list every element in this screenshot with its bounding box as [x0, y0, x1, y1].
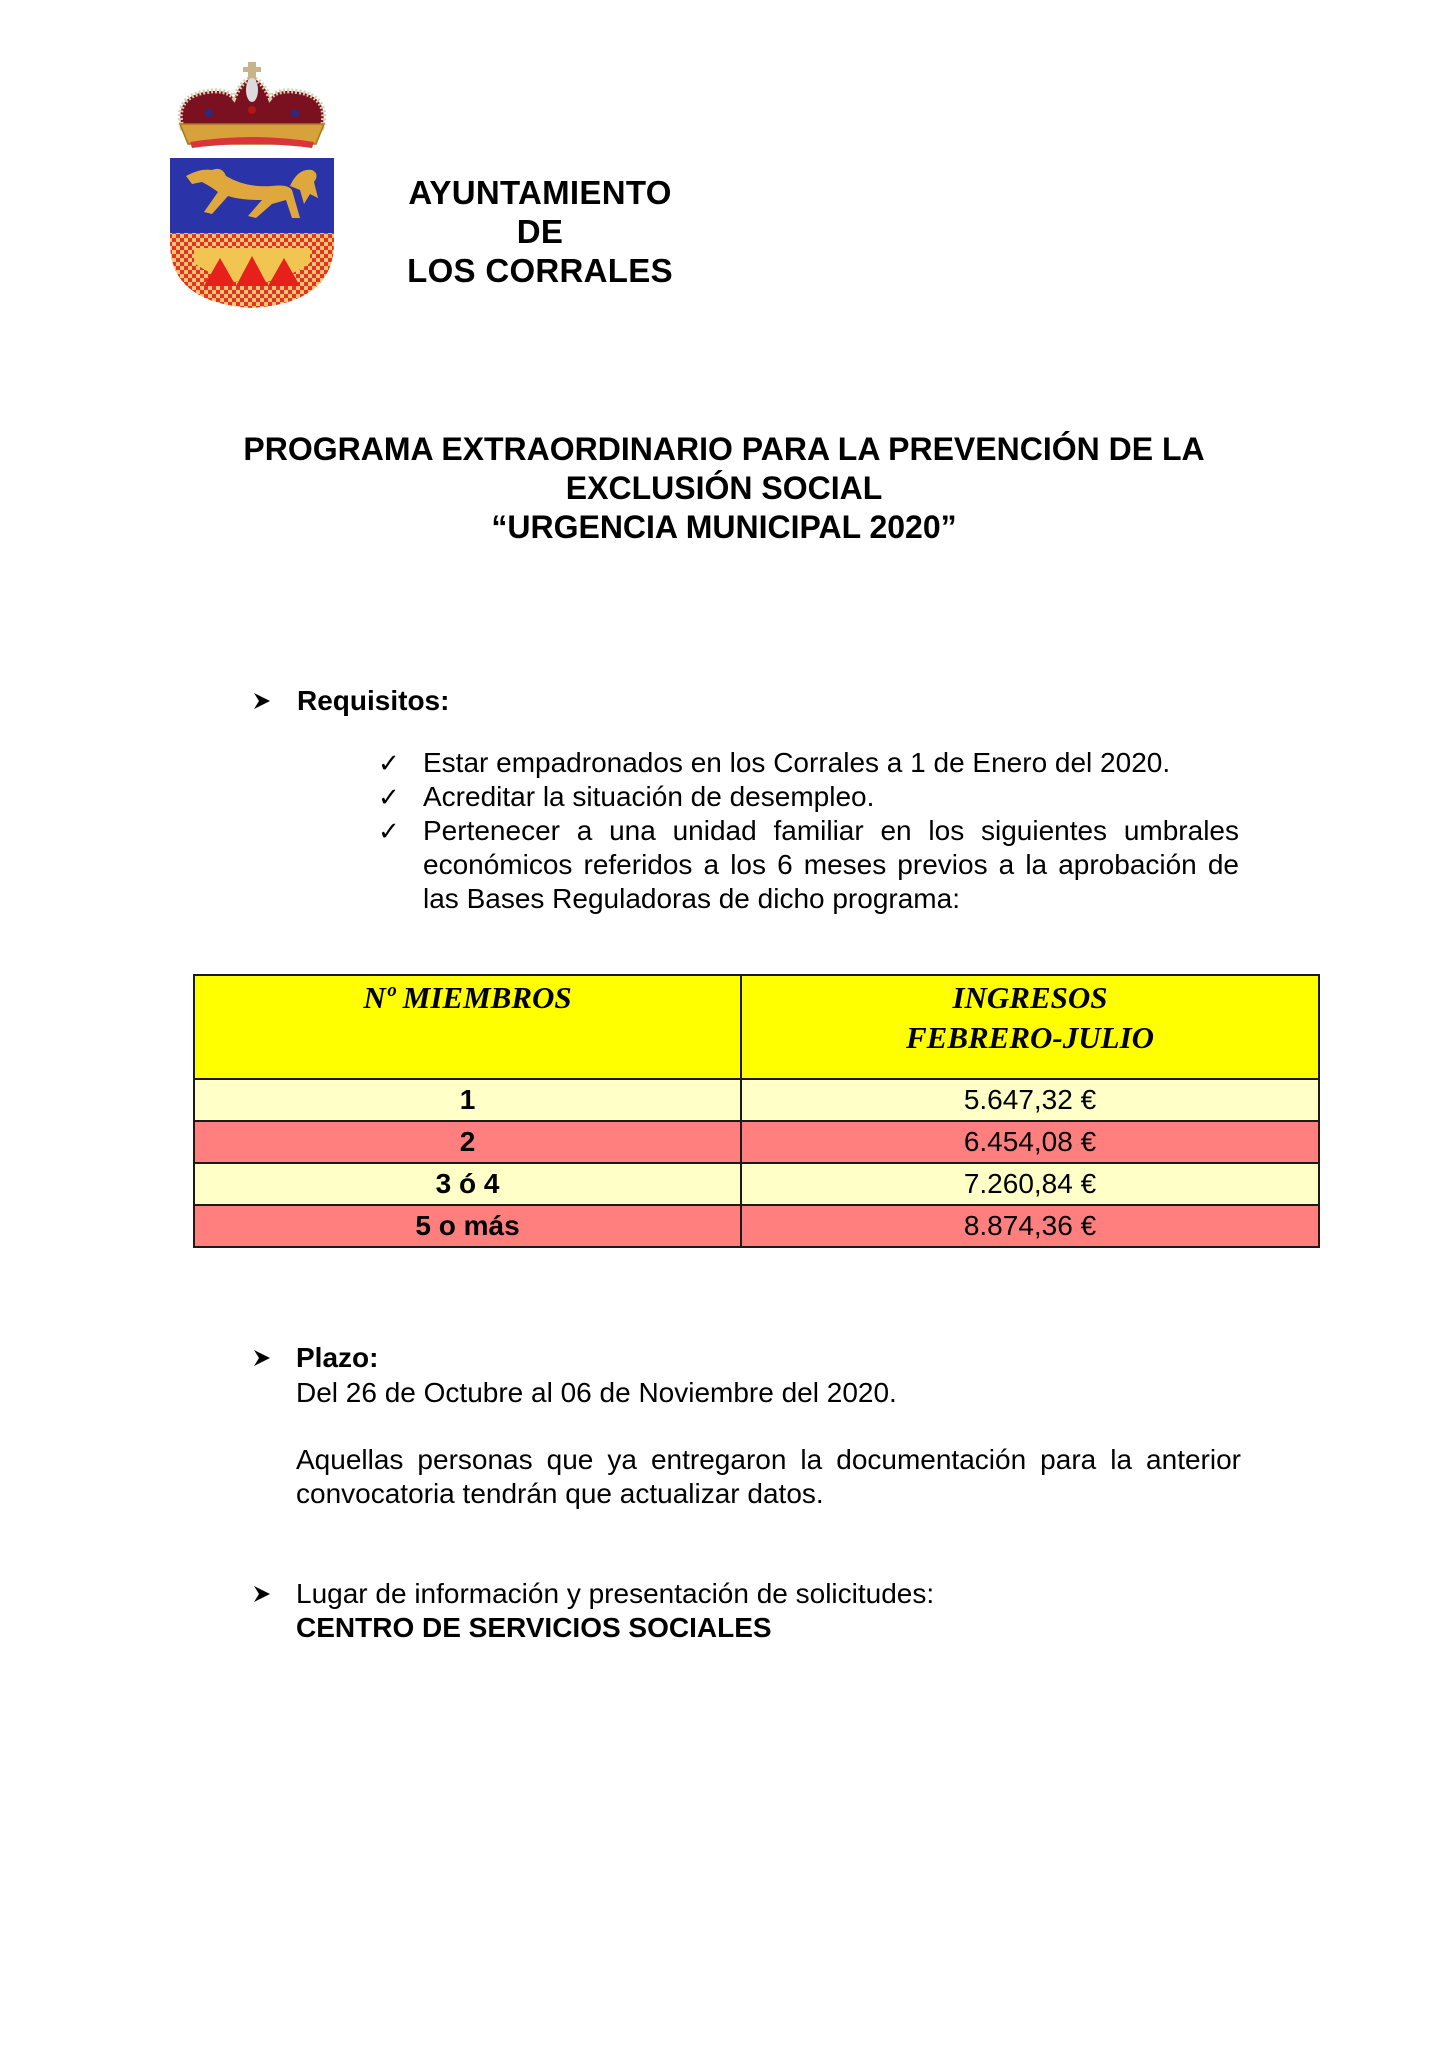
arrow-bullet-icon: [252, 1584, 272, 1604]
header-members-label: Nº MIEMBROS: [363, 980, 572, 1015]
shield-icon: [164, 158, 340, 308]
municipality-line: LOS CORRALES: [407, 252, 673, 289]
members-cell: 5 o más: [194, 1205, 741, 1247]
income-cell: 7.260,84 €: [741, 1163, 1319, 1205]
municipality-line: DE: [516, 213, 564, 250]
arrow-bullet-icon: [252, 691, 272, 711]
municipality-header: [395, 173, 685, 290]
table-row: [194, 1121, 1319, 1163]
plazo-dates: Del 26 de Octubre al 06 de Noviembre del 2020.: [296, 1377, 897, 1408]
program-title-line: “URGENCIA MUNICIPAL 2020”: [491, 509, 957, 545]
plazo-note: Aquellas personas que ya entregaron la documentación para la anterior convocatoria tendrán que actualizar datos.: [296, 1444, 1241, 1509]
income-cell: 5.647,32 €: [741, 1079, 1319, 1121]
table-row: [194, 1205, 1319, 1247]
requirement-item: Acreditar la situación de desempleo.: [423, 781, 875, 812]
checkmark-icon: ✓: [378, 782, 400, 812]
crown-icon: [180, 62, 324, 148]
plazo-heading: Plazo:: [296, 1342, 379, 1373]
program-title-line: PROGRAMA EXTRAORDINARIO PARA LA PREVENCIÓN DE LA: [243, 431, 1205, 467]
program-title-line: EXCLUSIÓN SOCIAL: [565, 470, 883, 506]
requirement-item: Estar empadronados en los Corrales a 1 de Enero del 2020.: [423, 747, 1171, 778]
table-row: [194, 1079, 1319, 1121]
arrow-bullet-icon: [252, 1348, 272, 1368]
coat-of-arms-emblem: [164, 58, 340, 308]
members-cell: 1: [194, 1079, 741, 1121]
checkmark-icon: ✓: [378, 816, 400, 846]
members-cell: 2: [194, 1121, 741, 1163]
income-cell: 6.454,08 €: [741, 1121, 1319, 1163]
municipality-line: AYUNTAMIENTO: [408, 174, 672, 211]
table-header-row: [194, 975, 1319, 1079]
header-income-label: INGRESOS: [952, 980, 1108, 1015]
income-cell: 8.874,36 €: [741, 1205, 1319, 1247]
header-income-period: FEBRERO-JULIO: [905, 1020, 1155, 1055]
header-income: [741, 975, 1319, 1079]
requisitos-heading: Requisitos:: [297, 685, 450, 716]
checkmark-icon: ✓: [378, 748, 400, 778]
header-members: [194, 975, 741, 1079]
lugar-label: Lugar de información y presentación de solicitudes:: [296, 1578, 935, 1609]
requirement-item: Pertenecer a una unidad familiar en los siguientes umbrales económicos referidos a los 6 meses previos a la aprobación de las Bases Reguladoras de dicho programa:: [423, 815, 1239, 914]
lugar-place: CENTRO DE SERVICIOS SOCIALES: [296, 1612, 772, 1643]
members-cell: 3 ó 4: [194, 1163, 741, 1205]
income-threshold-table: [193, 974, 1320, 1248]
program-title: [150, 430, 1298, 547]
table-row: [194, 1163, 1319, 1205]
